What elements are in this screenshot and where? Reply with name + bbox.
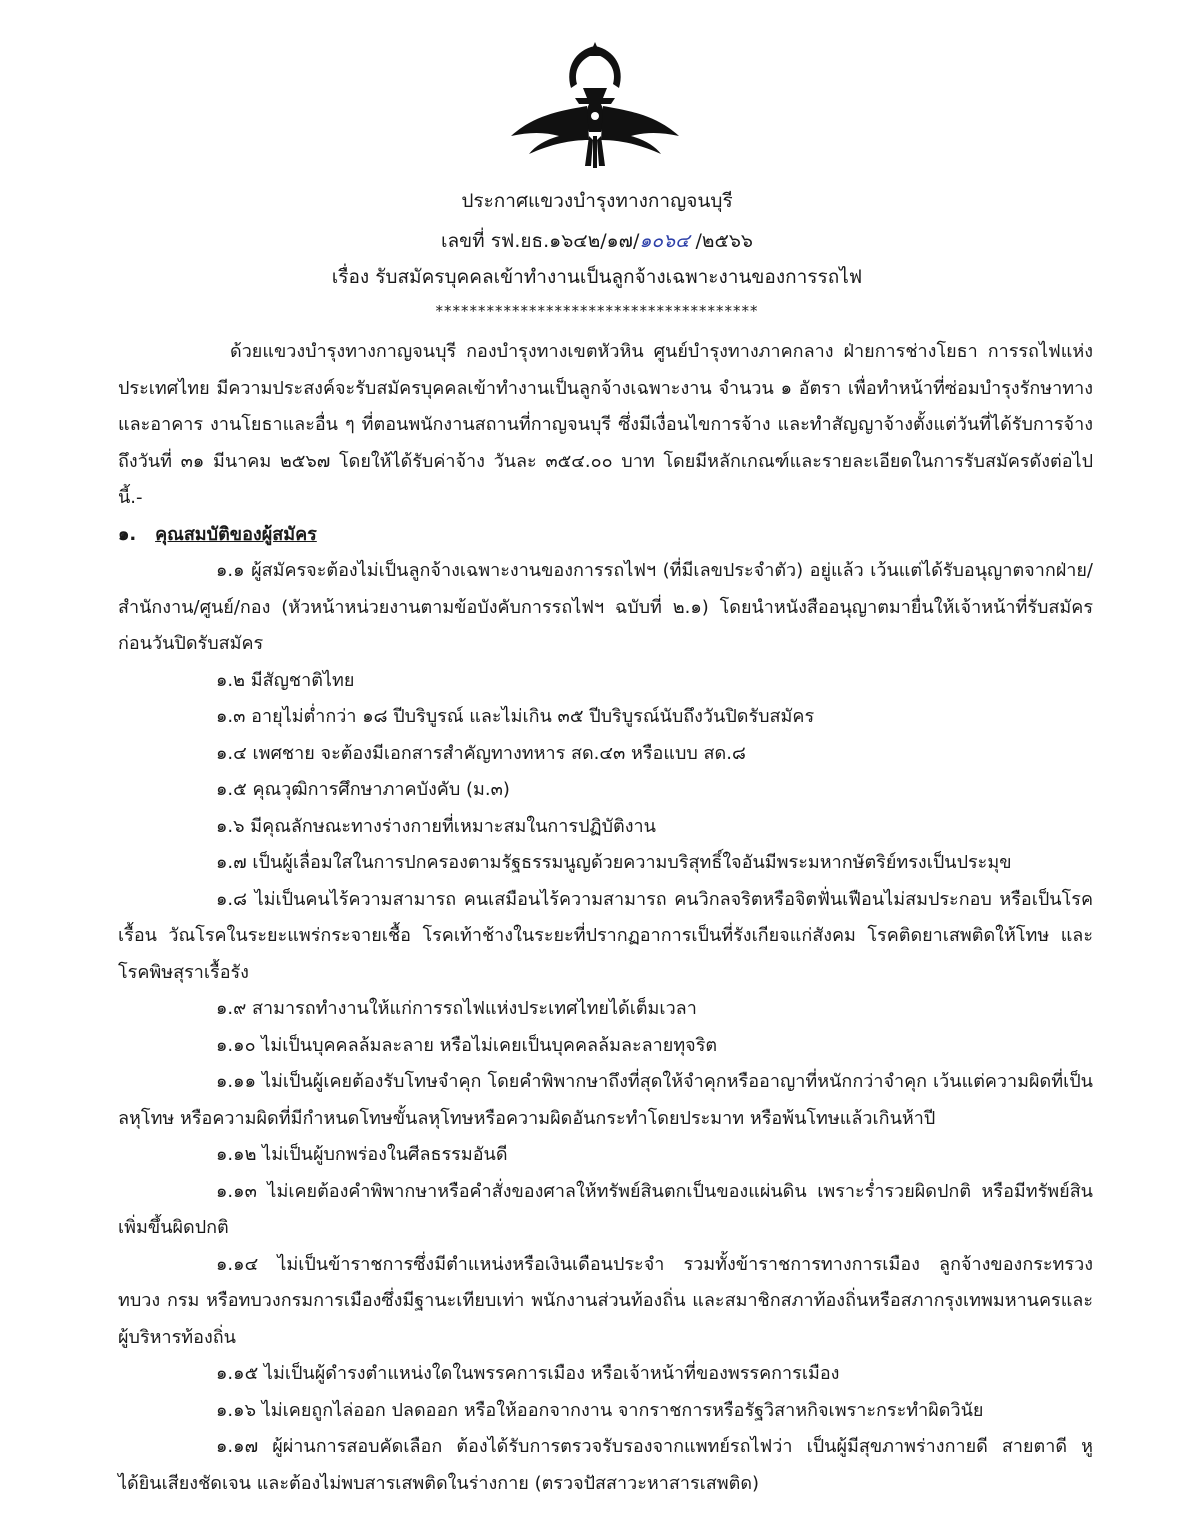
document-number-prefix: เลขที่ รฟ.ยธ.๑๖๔๒/๑๗/	[441, 230, 640, 252]
list-item: ๑.๘ ไม่เป็นคนไร้ความสามารถ คนเสมือนไร้ความสามารถ คนวิกลจริตหรือจิตฟั่นเฟือนไม่สมประกอบ หรือเป็นโรคเรื้อน วัณโรคในระยะแพร่กระจายเชื้อ โรคเท้าช้างในระยะที่ปรากฏอาการเป็นที่รังเกียจแก่สังคม โรคติดยาเสพติดให้โทษ และโรคพิษสุราเรื้อรัง	[118, 888, 1093, 983]
list-item: ๑.๑๒ ไม่เป็นผู้บกพร่องในศีลธรรมอันดี	[216, 1144, 508, 1165]
list-item: ๑.๑๐ ไม่เป็นบุคคลล้มละลาย หรือไม่เคยเป็นบุคคลล้มละลายทุจริต	[216, 1034, 718, 1056]
intro-paragraph: ด้วยแขวงบำรุงทางกาญจนบุรี กองบำรุงทางเขตหัวหิน ศูนย์บำรุงทางภาคกลาง ฝ่ายการช่างโยธา การรถไฟแห่งประเทศไทย มีความประสงค์จะรับสมัครบุคคลเข้าทำงานเป็นลูกจ้างเฉพาะงาน จำนวน ๑ อัตรา เพื่อทำหน้าที่ซ่อมบำรุงรักษาทาง และอาคาร งานโยธาและอื่น ๆ ที่ตอนพนักงานสถานที่กาญจนบุรี ซึ่งมีเงื่อนไขการจ้าง และทำสัญญาจ้างตั้งแต่วันที่ได้รับการจ้าง ถึงวันที่ ๓๑ มีนาคม ๒๕๖๗ โดยให้ได้รับค่าจ้าง วันละ ๓๕๔.๐๐ บาท โดยมีหลักเกณฑ์และรายละเอียดในการรับสมัครดังต่อไปนี้.-	[118, 341, 1093, 508]
list-item: ๑.๑๖ ไม่เคยถูกไล่ออก ปลดออก หรือให้ออกจากงาน จากราชการหรือรัฐวิสาหกิจเพราะกระทำผิดวินัย	[216, 1399, 984, 1421]
list-item: ๑.๑๗ ผู้ผ่านการสอบคัดเลือก ต้องได้รับการตรวจรับรองจากแพทย์รถไฟว่า เป็นผู้มีสุขภาพร่างกายดี สายตาดี หูได้ยินเสียงชัดเจน และต้องไม่พบสารเสพติดในร่างกาย (ตรวจปัสสาวะหาสารเสพติด)	[118, 1436, 1093, 1494]
list-item: ๑.๑๕ ไม่เป็นผู้ดำรงตำแหน่งใดในพรรคการเมือง หรือเจ้าหน้าที่ของพรรคการเมือง	[216, 1363, 840, 1384]
document-number	[0, 226, 1194, 256]
section-heading	[118, 517, 1093, 554]
list-item: ๑.๗ เป็นผู้เลื่อมใสในการปกครองตามรัฐธรรมนูญด้วยความบริสุทธิ์ใจอันมีพระมหากษัตริย์ทรงเป็นประมุข	[216, 852, 1012, 873]
list-item: ๑.๒ มีสัญชาติไทย	[216, 669, 355, 691]
handwritten-number: ๑๐๖๔	[639, 230, 690, 252]
list-item: ๑.๓ อายุไม่ต่ำกว่า ๑๘ ปีบริบูรณ์ และไม่เกิน ๓๕ ปีบริบูรณ์นับถึงวันปิดรับสมัคร	[216, 706, 815, 727]
list-item: ๑.๖ มีคุณลักษณะทางร่างกายที่เหมาะสมในการปฏิบัติงาน	[216, 815, 656, 837]
subject-line: เรื่อง รับสมัครบุคคลเข้าทำงานเป็นลูกจ้างเฉพาะงานของการรถไฟ	[331, 266, 863, 288]
list-item: ๑.๑๑ ไม่เป็นผู้เคยต้องรับโทษจำคุก โดยคำพิพากษาถึงที่สุดให้จำคุกหรืออาญาที่หนักกว่าจำคุก เว้นแต่ความผิดที่เป็นลหุโทษ หรือความผิดที่มีกำหนดโทษขั้นลหุโทษหรือความผิดอันกระทำโดยประมาท หรือพ้นโทษแล้วเกินห้าปี	[118, 1071, 1093, 1129]
list-item: ๑.๑๔ ไม่เป็นข้าราชการซึ่งมีตำแหน่งหรือเงินเดือนประจำ รวมทั้งข้าราชการทางการเมือง ลูกจ้างของกระทรวง ทบวง กรม หรือทบวงกรมการเมืองซึ่งมีฐานะเทียบเท่า พนักงานส่วนท้องถิ่น และสมาชิกสภาท้องถิ่นหรือสภากรุงเทพมหานครและผู้บริหารท้องถิ่น	[118, 1253, 1093, 1348]
section-title: คุณสมบัติของผู้สมัคร	[155, 523, 317, 545]
list-item: ๑.๙ สามารถทำงานให้แก่การรถไฟแห่งประเทศไทยได้เต็มเวลา	[216, 998, 697, 1019]
document-number-suffix: /๒๕๖๖	[689, 230, 753, 252]
list-item: ๑.๑ ผู้สมัครจะต้องไม่เป็นลูกจ้างเฉพาะงานของการรถไฟฯ (ที่มีเลขประจำตัว) อยู่แล้ว เว้นแต่ได้รับอนุญาตจากฝ่าย/สำนักงาน/ศูนย์/กอง (หัวหน้าหน่วยงานตามข้อบังคับการรถไฟฯ ฉบับที่ ๒.๑) โดยนำหนังสืออนุญาตมายื่นให้เจ้าหน้าที่รับสมัครก่อนวันปิดรับสมัคร	[118, 560, 1093, 654]
list-item: ๑.๔ เพศชาย จะต้องมีเอกสารสำคัญทางทหาร สด.๔๓ หรือแบบ สด.๘	[216, 742, 746, 764]
section-number: ๑.	[118, 523, 137, 545]
list-item: ๑.๑๓ ไม่เคยต้องคำพิพากษาหรือคำสั่งของศาลให้ทรัพย์สินตกเป็นของแผ่นดิน เพราะร่ำรวยผิดปกติ หรือมีทรัพย์สินเพิ่มขึ้นผิดปกติ	[118, 1180, 1093, 1238]
list-item: ๑.๕ คุณวุฒิการศึกษาภาคบังคับ (ม.๓)	[216, 779, 510, 800]
asterisk-separator: **************************************	[435, 302, 759, 320]
document-body	[118, 334, 1093, 1502]
state-railway-emblem-icon	[505, 40, 685, 170]
announcement-title: ประกาศแขวงบำรุงทางกาญจนบุรี	[461, 190, 733, 212]
